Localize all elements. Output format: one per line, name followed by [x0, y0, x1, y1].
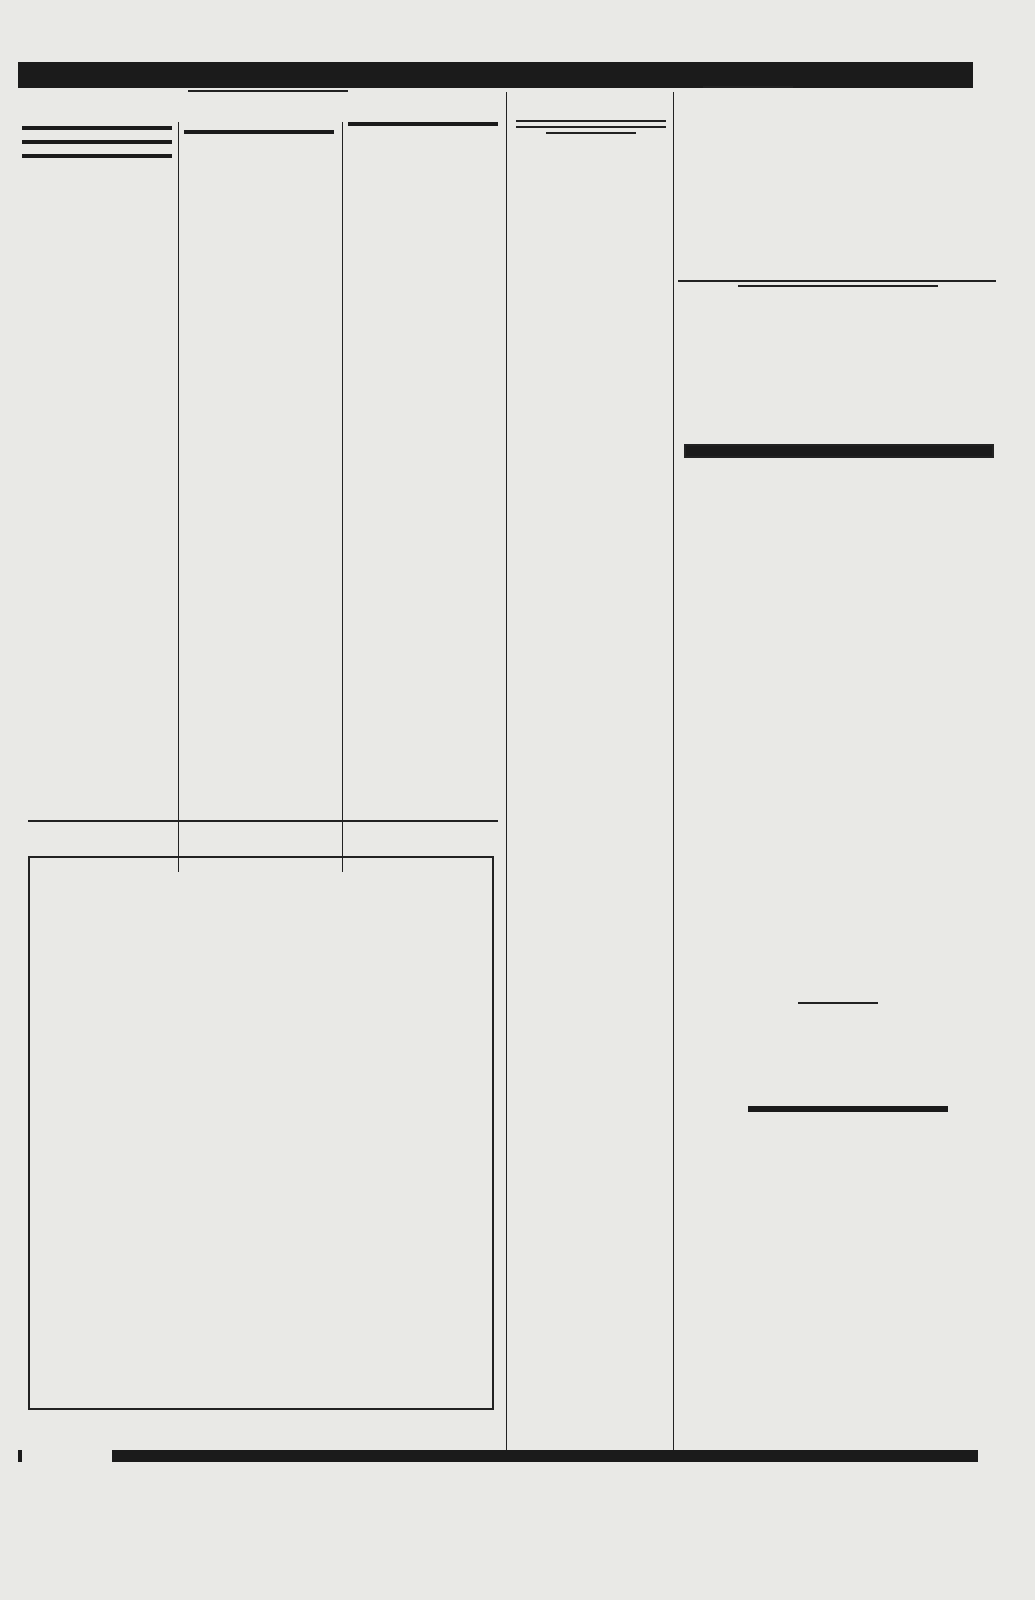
- transgabonais-footer: [686, 452, 992, 456]
- marees-title: [798, 1002, 878, 1004]
- transgabonais-box: [684, 444, 994, 458]
- compagnies-title: [738, 285, 938, 287]
- cinema-title: [546, 132, 636, 134]
- cfi-bar: [22, 154, 172, 158]
- canal-bar: [184, 130, 334, 134]
- rtg1-bar: [22, 126, 172, 130]
- urgences-title: [703, 86, 793, 88]
- crossword-grid[interactable]: [28, 856, 494, 1410]
- column-canal: [184, 122, 334, 140]
- rtg2-bar: [22, 140, 172, 144]
- tv5-bar: [348, 122, 498, 126]
- footer-logo-bg: [22, 1446, 112, 1463]
- column-pharmacies: [516, 114, 666, 138]
- footer-bar: [18, 1450, 978, 1462]
- column-tv5: [348, 122, 498, 132]
- horoscope-title: [516, 120, 666, 128]
- securite-block: [838, 112, 993, 116]
- newspaper-page: [18, 56, 1013, 1476]
- programme-tv-title: [188, 90, 348, 92]
- union-banner: [748, 1106, 948, 1112]
- column-rtg: [22, 126, 172, 164]
- section-header-bar: [18, 62, 973, 88]
